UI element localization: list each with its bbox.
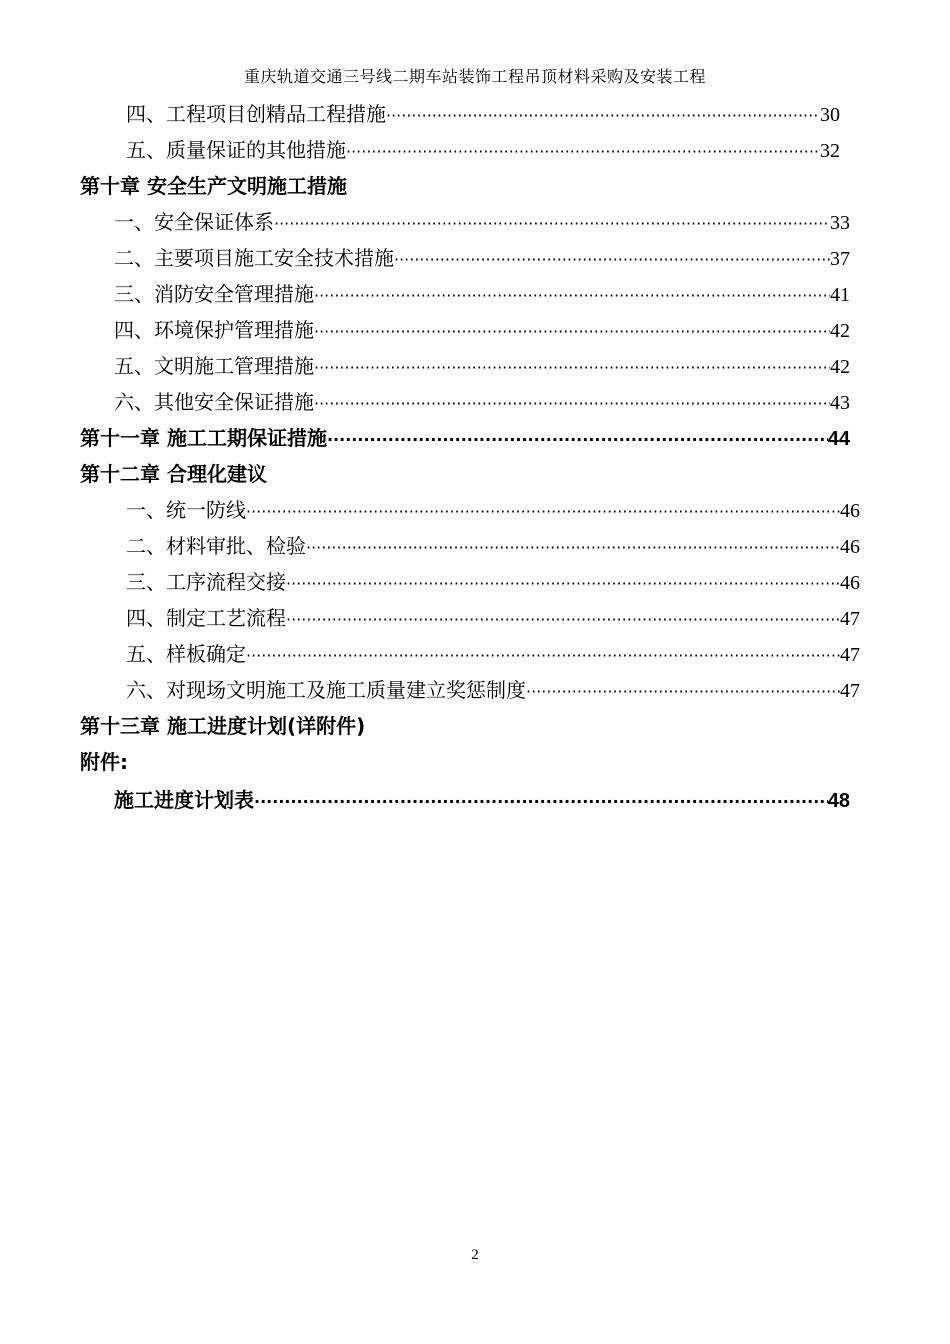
toc-entry[interactable] (126, 565, 860, 599)
toc-entry-label: 施工进度计划表 (114, 788, 254, 812)
leader-dots (254, 785, 828, 819)
toc-entry-label: 三、消防安全管理措施 (114, 282, 314, 306)
toc-entry-page: 42 (830, 356, 850, 378)
toc-entry[interactable] (114, 205, 850, 239)
toc-entry[interactable] (126, 133, 840, 167)
chapter-heading[interactable]: 第十三章 施工进度计划(详附件) (80, 714, 366, 738)
toc-entry-page: 48 (827, 790, 850, 812)
chapter-entry[interactable] (80, 421, 850, 455)
toc-entry-label: 一、统一防线 (126, 498, 246, 522)
toc-entry-page: 47 (840, 608, 860, 630)
leader-dots (386, 99, 820, 133)
leader-dots (314, 279, 830, 313)
toc-entry-page: 42 (830, 320, 850, 342)
toc-entry-page: 43 (830, 392, 850, 414)
toc-entry[interactable] (114, 241, 850, 275)
leader-dots (346, 135, 820, 169)
toc-entry-label: 六、对现场文明施工及施工质量建立奖惩制度 (126, 678, 526, 702)
toc-entry-page: 32 (820, 140, 840, 162)
leader-dots (274, 207, 830, 241)
toc-entry-label: 第十一章 施工工期保证措施 (80, 426, 327, 450)
toc-entry[interactable] (126, 97, 840, 131)
leader-dots (286, 603, 840, 637)
toc-entry-page: 47 (840, 680, 860, 702)
toc-entry-page: 41 (830, 284, 850, 306)
toc-entry[interactable] (126, 673, 860, 707)
toc-entry-label: 二、主要项目施工安全技术措施 (114, 246, 394, 270)
leader-dots (306, 531, 840, 565)
toc-entry-page: 46 (840, 572, 860, 594)
toc-entry-label: 四、环境保护管理措施 (114, 318, 314, 342)
toc-entry-label: 二、材料审批、检验 (126, 534, 306, 558)
chapter-heading[interactable]: 第十章 安全生产文明施工措施 (80, 174, 347, 198)
toc-entry-page: 47 (840, 644, 860, 666)
appendix-heading: 附件: (80, 750, 128, 774)
leader-dots (286, 567, 840, 601)
toc-entry-label: 五、文明施工管理措施 (114, 354, 314, 378)
toc-entry-label: 一、安全保证体系 (114, 210, 274, 234)
toc-entry-page: 33 (830, 212, 850, 234)
running-header: 重庆轨道交通三号线二期车站装饰工程吊顶材料采购及安装工程 (243, 67, 706, 86)
toc-entry[interactable] (126, 601, 860, 635)
page-number: 2 (471, 1247, 479, 1263)
toc-entry[interactable] (114, 783, 850, 817)
toc-entry-page: 30 (820, 104, 840, 126)
toc-entry[interactable] (126, 529, 860, 563)
leader-dots (246, 639, 840, 673)
toc-entry[interactable] (126, 637, 860, 671)
leader-dots (314, 315, 830, 349)
toc-entry-label: 三、工序流程交接 (126, 570, 286, 594)
toc-entry[interactable] (114, 313, 850, 347)
leader-dots (314, 387, 830, 421)
leader-dots (314, 351, 830, 385)
toc-entry-label: 六、其他安全保证措施 (114, 390, 314, 414)
toc-entry-label: 五、样板确定 (126, 642, 246, 666)
leader-dots (526, 675, 840, 709)
chapter-heading[interactable]: 第十二章 合理化建议 (80, 462, 267, 486)
toc-entry-label: 五、质量保证的其他措施 (126, 138, 346, 162)
toc-entry-page: 46 (840, 500, 860, 522)
toc-entry[interactable] (114, 385, 850, 419)
toc-entry-page: 37 (830, 248, 850, 270)
toc-entry[interactable] (114, 349, 850, 383)
toc-entry[interactable] (126, 493, 860, 527)
toc-entry[interactable] (114, 277, 850, 311)
leader-dots (246, 495, 840, 529)
toc-entry-label: 四、制定工艺流程 (126, 606, 286, 630)
toc-entry-page: 44 (827, 428, 850, 450)
toc-entry-page: 46 (840, 536, 860, 558)
leader-dots (394, 243, 830, 277)
leader-dots (327, 423, 828, 457)
toc-entry-label: 四、工程项目创精品工程措施 (126, 102, 386, 126)
